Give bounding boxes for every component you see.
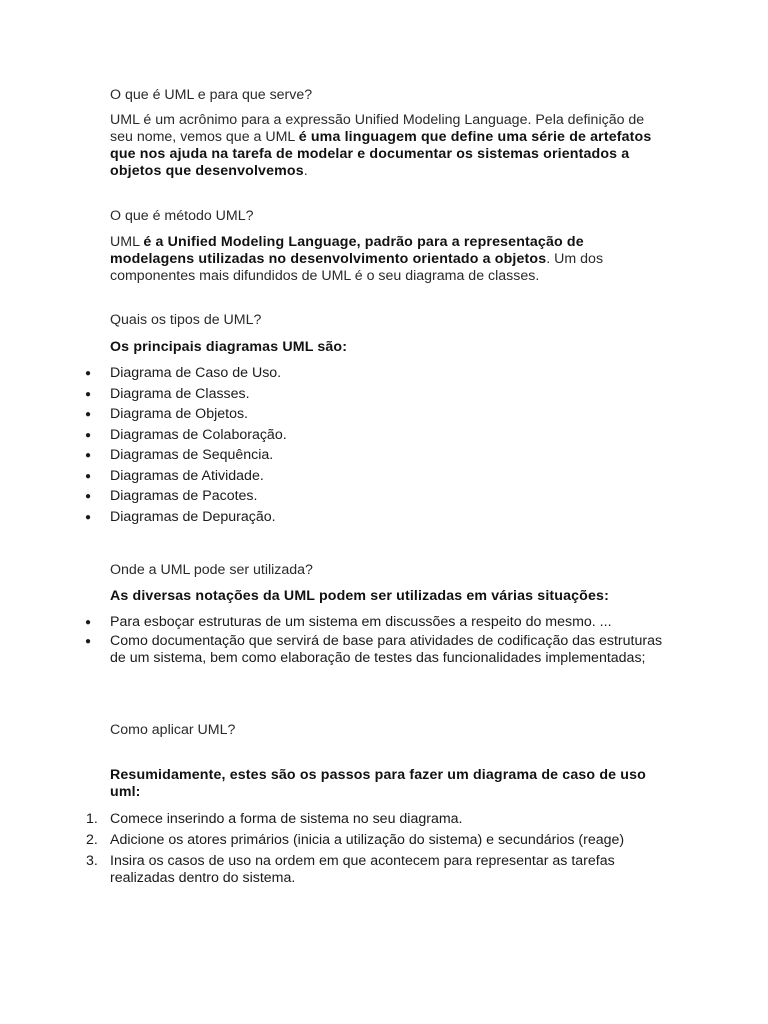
step-text: Insira os casos de uso na ordem em que acontecem para representar as tarefas realizadas dentro do sistema.: [110, 853, 615, 886]
bullet-icon: ●: [85, 636, 92, 647]
answer-what-is-uml: [110, 112, 670, 180]
answer-text: UML é um acrônimo para a expressão Unified Modeling Language. Pela definição de seu nome, vemos que a UML: [110, 112, 645, 145]
list-item: [0, 488, 768, 509]
step-number: 2.: [86, 832, 98, 848]
question-where-uml: Onde a UML pode ser utilizada?: [110, 562, 313, 578]
diagram-types-lead: Os principais diagramas UML são:: [110, 339, 348, 355]
list-item: [0, 406, 768, 427]
list-item-text: Diagramas de Colaboração.: [110, 426, 287, 443]
list-item-text: Diagramas de Atividade.: [110, 467, 264, 484]
list-item-text: Diagramas de Depuração.: [110, 508, 276, 525]
list-item-text: Diagramas de Sequência.: [110, 447, 274, 463]
list-item: [0, 427, 768, 448]
bullet-icon: ●: [85, 368, 92, 379]
list-item: [0, 633, 768, 667]
question-uml-method: O que é método UML?: [110, 208, 254, 224]
usage-situations-list: [0, 614, 768, 667]
diagram-types-list: [0, 365, 768, 529]
list-item: [0, 447, 768, 468]
answer-bold-text: é uma linguagem que define uma série de artefatos que nos ajuda na tarefa de modelar e documentar os sistemas orientados a objetos que desenvolvemos: [110, 129, 652, 179]
list-item: [0, 614, 768, 631]
bullet-icon: ●: [85, 470, 92, 482]
bullet-icon: ●: [85, 491, 92, 502]
bullet-icon: ●: [85, 450, 92, 461]
step-text: Comece inserindo a forma de sistema no seu diagrama.: [110, 811, 463, 827]
usage-situations-lead: As diversas notações da UML podem ser utilizadas em várias situações:: [110, 588, 609, 604]
step-number: 3.: [86, 853, 98, 869]
list-item-text: Para esboçar estruturas de um sistema em discussões a respeito do mesmo. ...: [110, 614, 612, 630]
step-number: 1.: [86, 811, 98, 827]
list-item: [0, 468, 768, 489]
steps-list: [0, 811, 768, 887]
bullet-icon: ●: [85, 429, 92, 441]
answer-text: . Um dos componentes mais difundidos de UML é o seu diagrama de classes.: [110, 251, 604, 284]
list-item-text: Diagrama de Classes.: [110, 385, 250, 402]
answer-text: UML: [110, 234, 144, 250]
list-item: [0, 811, 768, 828]
list-item: [0, 832, 768, 849]
list-item-text: Diagramas de Pacotes.: [110, 488, 258, 504]
question-uml-types: Quais os tipos de UML?: [110, 312, 262, 328]
steps-lead: Resumidamente, estes são os passos para fazer um diagrama de caso de uso uml:: [110, 767, 646, 800]
answer-bold-text: é a Unified Modeling Language, padrão para a representação de modelagens utilizadas no desenvolvimento orientado a objetos: [110, 234, 584, 267]
step-text: Adicione os atores primários (inicia a utilização do sistema) e secundários (reage): [110, 832, 625, 848]
bullet-icon: ●: [85, 617, 92, 628]
list-item-text: Como documentação que servirá de base para atividades de codificação das estruturas de um sistema, bem como elaboração de testes das funcionalidades implementadas;: [110, 633, 663, 666]
list-item: [0, 853, 768, 887]
list-item: [0, 386, 768, 407]
list-item-text: Diagrama de Caso de Uso.: [110, 365, 282, 381]
list-item: [0, 365, 768, 386]
list-item-text: Diagrama de Objetos.: [110, 406, 249, 422]
bullet-icon: ●: [85, 388, 92, 400]
question-how-apply-uml: Como aplicar UML?: [110, 722, 236, 738]
bullet-icon: ●: [85, 409, 92, 420]
bullet-icon: ●: [85, 511, 92, 523]
list-item: [0, 509, 768, 530]
answer-text: .: [303, 163, 308, 179]
answer-uml-method: [110, 234, 670, 285]
question-what-is-uml: O que é UML e para que serve?: [110, 87, 313, 103]
